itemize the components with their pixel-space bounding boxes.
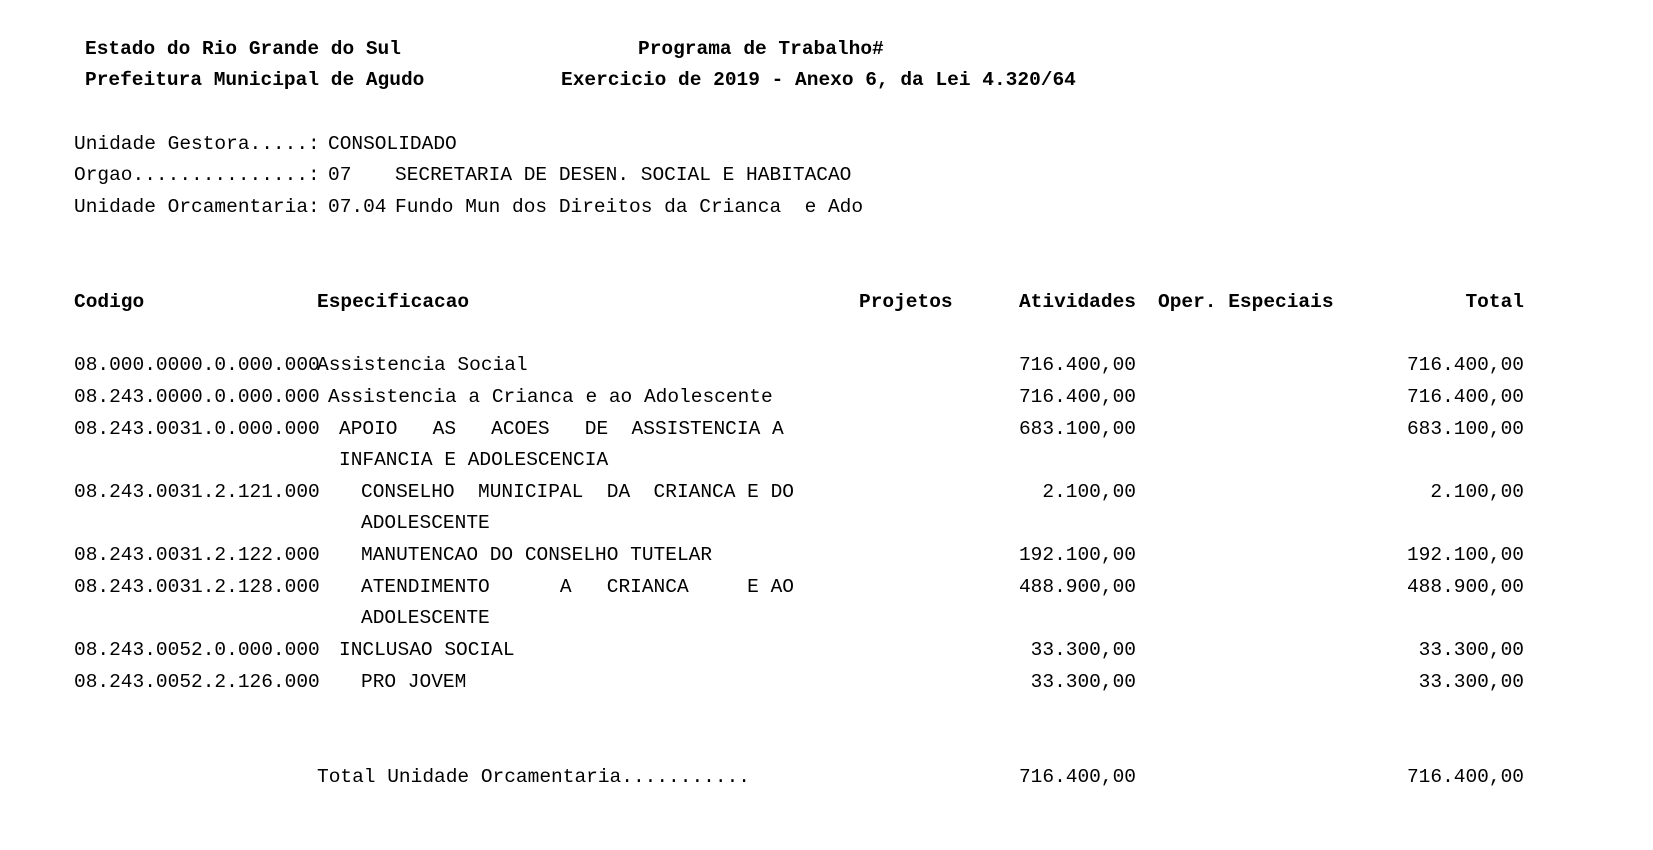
table-row-atividades: 716.400,00: [1018, 386, 1136, 408]
table-row-especificacao: Assistencia a Crianca e ao Adolescente: [328, 386, 773, 408]
table-row-codigo: 08.243.0052.0.000.000: [74, 639, 320, 661]
table-row-atividades: 33.300,00: [1030, 639, 1136, 661]
unidade-gestora-value: CONSOLIDADO: [328, 133, 457, 155]
orgao-code: 07: [328, 164, 352, 186]
table-row-atividades: 2.100,00: [1042, 481, 1136, 503]
table-row-atividades: 488.900,00: [1018, 576, 1136, 598]
table-row-total: 716.400,00: [1406, 386, 1524, 408]
table-row-total: 33.300,00: [1418, 671, 1524, 693]
table-row-total: 683.100,00: [1406, 418, 1524, 440]
col-header-especificacao: Especificacao: [317, 291, 470, 313]
total-unidade-total: 716.400,00: [1406, 766, 1524, 788]
table-row-total: 2.100,00: [1430, 481, 1524, 503]
unidade-gestora-label: Unidade Gestora.....:: [74, 133, 320, 155]
table-row-atividades: 33.300,00: [1030, 671, 1136, 693]
exercise-title: Exercicio de 2019 - Anexo 6, da Lei 4.320/64: [561, 69, 1076, 91]
total-unidade-atividades: 716.400,00: [1018, 766, 1136, 788]
table-row-total: 33.300,00: [1418, 639, 1524, 661]
municipality-name: Prefeitura Municipal de Agudo: [85, 69, 425, 91]
col-header-oper-especiais: Oper. Especiais: [1158, 291, 1334, 313]
unidade-orcamentaria-code: 07.04: [328, 196, 387, 218]
col-header-codigo: Codigo: [74, 291, 145, 313]
unidade-orcamentaria-label: Unidade Orcamentaria:: [74, 196, 320, 218]
table-row-especificacao: INCLUSAO SOCIAL: [339, 639, 515, 661]
table-row-codigo: 08.243.0000.0.000.000: [74, 386, 320, 408]
col-header-atividades: Atividades: [1018, 291, 1136, 313]
table-row-especificacao: MANUTENCAO DO CONSELHO TUTELAR: [361, 544, 713, 566]
orgao-name: SECRETARIA DE DESEN. SOCIAL E HABITACAO: [395, 164, 852, 186]
table-row-codigo: 08.000.0000.0.000.000: [74, 354, 320, 376]
col-header-projetos: Projetos: [859, 291, 953, 313]
orgao-label: Orgao...............:: [74, 164, 320, 186]
table-row-especificacao: CONSELHO MUNICIPAL DA CRIANCA E DO: [361, 481, 794, 503]
table-row-codigo: 08.243.0031.0.000.000: [74, 418, 320, 440]
table-row-codigo: 08.243.0031.2.121.000: [74, 481, 320, 503]
table-row-atividades: 716.400,00: [1018, 354, 1136, 376]
table-row-especificacao: ATENDIMENTO A CRIANCA E AO: [361, 576, 794, 598]
program-title: Programa de Trabalho#: [638, 38, 884, 60]
table-row-total: 488.900,00: [1406, 576, 1524, 598]
table-row-especificacao-continued: ADOLESCENTE: [361, 512, 490, 534]
table-row-atividades: 683.100,00: [1018, 418, 1136, 440]
total-unidade-label: Total Unidade Orcamentaria...........: [317, 766, 750, 788]
table-row-codigo: 08.243.0052.2.126.000: [74, 671, 320, 693]
table-row-especificacao: APOIO AS ACOES DE ASSISTENCIA A: [339, 418, 784, 440]
table-row-especificacao: PRO JOVEM: [361, 671, 467, 693]
table-row-total: 716.400,00: [1406, 354, 1524, 376]
table-row-codigo: 08.243.0031.2.122.000: [74, 544, 320, 566]
table-row-total: 192.100,00: [1406, 544, 1524, 566]
table-row-especificacao-continued: ADOLESCENTE: [361, 607, 490, 629]
table-row-especificacao-continued: INFANCIA E ADOLESCENCIA: [339, 449, 609, 471]
table-row-codigo: 08.243.0031.2.128.000: [74, 576, 320, 598]
unidade-orcamentaria-name: Fundo Mun dos Direitos da Crianca e Ado: [395, 196, 864, 218]
col-header-total: Total: [1465, 291, 1524, 313]
table-row-atividades: 192.100,00: [1018, 544, 1136, 566]
table-row-especificacao: Assistencia Social: [317, 354, 528, 376]
state-name: Estado do Rio Grande do Sul: [85, 38, 401, 60]
